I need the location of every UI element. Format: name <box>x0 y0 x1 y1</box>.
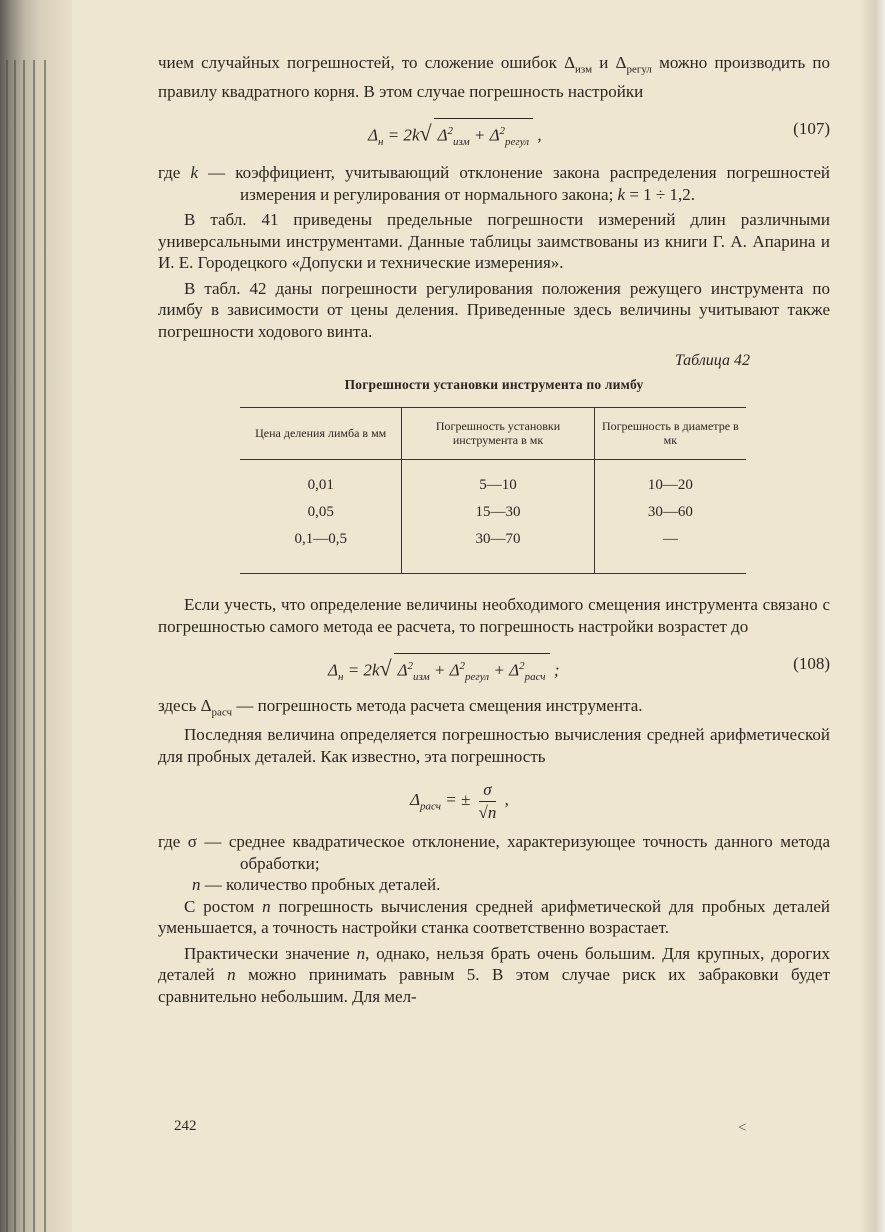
definition-sigma: где σ — среднее квадратическое отклонение, характеризующее точность данного метода обработки; <box>158 832 830 873</box>
paragraph-practice: Практически значение n, однако, нельзя брать очень большим. Для крупных, дорогих деталей n можно принимать равным 5. В этом случае риск их забраковки будет сравнительно небольшим. Для мел- <box>158 943 830 1006</box>
paragraph-growth: С ростом n погрешность вычисления средней арифметической для пробных деталей уменьшается, а точность настройки станка соответственно возрастает. <box>158 896 830 938</box>
table-caption: Таблица 42 <box>674 352 750 370</box>
table-row <box>240 526 746 574</box>
table-cell: 5—10 <box>402 460 594 500</box>
page-number: 242 <box>174 1118 197 1134</box>
table-cell: 0,05 <box>307 504 334 521</box>
table-header-cell: Погрешность в диаметре в мк <box>594 408 746 460</box>
table-cell: 0,01 <box>307 477 334 494</box>
table-cell: — <box>594 526 746 574</box>
table-42 <box>240 407 746 574</box>
formula-rasch: $\Delta_{расч}$ = ± $\frac{\sigma}{√n}$ , <box>410 780 509 822</box>
table-cell: 15—30 <box>402 499 594 526</box>
definition-n: n — количество пробных деталей. <box>192 875 441 895</box>
formula-107: $\Delta_н = 2k√$ $\Delta^2_{изм} + \Delta^2_{регул}$ , (107) <box>158 106 830 152</box>
formula-number: (108) <box>793 654 830 674</box>
definition-k: где k — коэффициент, учитывающий отклонение закона распределения погрешностей измерения и регулирования от нормального закона; k = 1 ÷ 1,2. <box>158 163 830 204</box>
book-page <box>158 52 830 1007</box>
margin-mark: < <box>738 1120 747 1136</box>
table-cell: 30—70 <box>402 526 594 574</box>
paragraph-here: здесь $\Delta_{расч}$ — погрешность метода расчета смещения инструмента. <box>158 696 643 719</box>
paragraph-table42: В табл. 42 даны погрешности регулирования положения режущего инструмента по лимбу в зависимости от цены деления. Приведенные здесь величины учитывают также погрешности ходового винта. <box>158 278 830 341</box>
table-header-row <box>240 408 746 460</box>
table-title: Погрешности установки инструмента по лимбу <box>344 376 644 392</box>
paragraph-last-value: Последняя величина определяется погрешностью вычисления средней арифметической для пробных деталей. Как известно, эта погрешность <box>158 725 830 766</box>
table-header-cell: Погрешность установки инструмента в мк <box>402 408 594 460</box>
paragraph-intro: чием случайных погрешностей, то сложение ошибок $\Delta_{изм}$ и $\Delta_{регул}$ можно производить по правилу квадратного корня. В этом случае погрешность настройки <box>158 53 830 101</box>
scan-edge-right <box>861 0 885 1232</box>
scan-binding-shadow <box>0 0 72 1232</box>
paragraph-table41: В табл. 41 приведены предельные погрешности измерений длин различными универсальными инструментами. Данные таблицы заимствованы из книги Г. А. Апарина и И. Е. Городецкого «Допуски и технические измерения». <box>158 210 830 273</box>
table-header-cell: Цена деления лимба в мм <box>240 408 402 460</box>
table-row <box>240 460 746 500</box>
table-cell: 10—20 <box>594 460 746 500</box>
table-row <box>240 499 746 526</box>
table-cell: 0,1—0,5 <box>240 526 402 574</box>
table-cell: 30—60 <box>594 499 746 526</box>
paragraph-method-error: Если учесть, что определение величины необходимого смещения инструмента связано с погрешностью самого метода ее расчета, то погрешность настройки возрастет до <box>158 595 830 636</box>
formula-108: $\Delta_н = 2k√$ $\Delta^2_{изм} + \Delta^2_{регул} + \Delta^2_{расч}$ ; (108) <box>158 641 830 687</box>
formula-number: (107) <box>793 119 830 139</box>
